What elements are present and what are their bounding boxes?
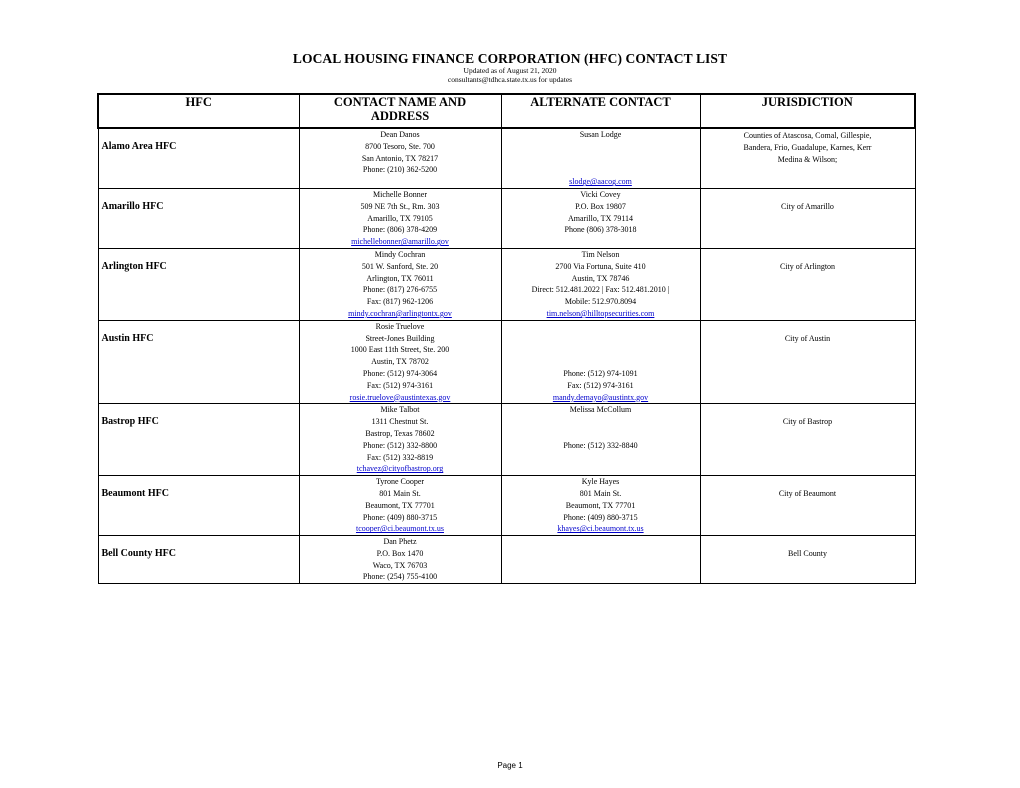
alternate-contact-cell — [501, 128, 700, 188]
alternate-line — [502, 548, 700, 560]
contact-line: Fax: (512) 974-3161 — [366, 380, 434, 390]
alternate-line — [502, 452, 700, 464]
jurisdiction-cell — [700, 536, 915, 584]
contact-line: 509 NE 7th St., Rm. 303 — [360, 201, 440, 211]
jurisdiction-line: City of Bastrop — [782, 417, 833, 427]
jurisdiction-cell — [700, 128, 915, 188]
hfc-contact-table — [97, 93, 916, 584]
alternate-line — [502, 428, 700, 440]
alternate-line: Melissa McCollum — [569, 405, 632, 415]
alternate-line: Kyle Hayes — [581, 477, 620, 487]
alternate-line: Vicki Covey — [580, 189, 621, 199]
alternate-email-link[interactable]: tim.nelson@hilltopsecurities.com — [546, 308, 655, 318]
contact-cell — [299, 404, 501, 476]
contact-cell — [299, 248, 501, 320]
contact-line: Phone: (512) 332-8800 — [362, 440, 438, 450]
contact-line: Phone: (512) 974-3064 — [362, 368, 438, 378]
header-jurisdiction: JURISDICTION — [700, 94, 915, 128]
header-contact-line1: CONTACT NAME AND — [333, 95, 467, 109]
contact-email-link[interactable]: michellebonner@amarillo.gov — [351, 237, 449, 247]
contact-line: 801 Main St. — [379, 488, 421, 498]
contact-line: Fax: (817) 962-1206 — [366, 297, 434, 307]
alternate-contact-cell — [501, 404, 700, 476]
alternate-email-link[interactable]: slodge@aacog.com — [569, 177, 632, 187]
jurisdiction-line: Medina & Wilson; — [777, 154, 838, 164]
hfc-name: Beaumont HFC — [98, 476, 299, 536]
header-hfc: HFC — [98, 94, 299, 128]
updated-date: Updated as of August 21, 2020 — [463, 66, 557, 75]
hfc-name: Amarillo HFC — [98, 188, 299, 248]
alternate-line — [502, 153, 700, 165]
hfc-name: Arlington HFC — [98, 248, 299, 320]
contact-line: Rosie Truelove — [375, 321, 425, 331]
jurisdiction-line: Counties of Atascosa, Comal, Gillespie, — [743, 131, 872, 140]
alternate-line: Phone: (512) 332-8840 — [563, 440, 638, 450]
jurisdiction-cell — [700, 320, 915, 404]
alternate-line — [502, 344, 700, 356]
table-row — [98, 320, 915, 404]
contact-line: 8700 Tesoro, Ste. 700 — [365, 141, 435, 151]
jurisdiction-cell — [700, 476, 915, 536]
contact-line: 1000 East 11th Street, Ste. 200 — [350, 345, 450, 355]
jurisdiction-line: City of Austin — [784, 333, 831, 343]
alternate-email-link[interactable]: mandy.demayo@austintx.gov — [552, 392, 649, 402]
contact-line: Street-Jones Building — [365, 333, 435, 343]
contact-line: San Antonio, TX 78217 — [361, 153, 439, 163]
alternate-line: Austin, TX 78746 — [571, 273, 630, 283]
alternate-line: Phone (806) 378-3018 — [564, 225, 637, 235]
contact-line: Bastrop, Texas 78602 — [365, 428, 435, 438]
table-row — [98, 536, 915, 584]
contact-email-link[interactable]: rosie.truelove@austintexas.gov — [349, 392, 451, 402]
jurisdiction-line: City of Arlington — [779, 261, 836, 271]
contact-line: Mike Talbot — [380, 405, 420, 415]
alternate-line — [502, 356, 700, 368]
contact-cell — [299, 188, 501, 248]
contact-cell — [299, 476, 501, 536]
contact-line: Amarillo, TX 79105 — [367, 213, 433, 223]
contact-line: Dean Danos — [380, 130, 420, 139]
table-row — [98, 404, 915, 476]
alternate-line — [502, 164, 700, 176]
alternate-line: Mobile: 512.970.8094 — [564, 297, 637, 307]
alternate-line — [502, 141, 700, 153]
contact-line: Fax: (512) 332-8819 — [366, 452, 434, 462]
header-contact — [299, 94, 501, 128]
alternate-line: 801 Main St. — [579, 488, 622, 498]
contact-line: Austin, TX 78702 — [371, 357, 429, 367]
table-row — [98, 476, 915, 536]
alternate-contact-cell — [501, 188, 700, 248]
table-row — [98, 248, 915, 320]
page-title: LOCAL HOUSING FINANCE CORPORATION (HFC) CONTACT LIST — [292, 51, 728, 66]
jurisdiction-line: City of Amarillo — [781, 201, 834, 211]
table-row — [98, 188, 915, 248]
contact-cell — [299, 320, 501, 404]
contact-line: 501 W. Sanford, Ste. 20 — [361, 261, 439, 271]
contact-cell — [299, 128, 501, 188]
contact-line: P.O. Box 1470 — [376, 548, 424, 558]
alternate-line: Phone: (409) 880-3715 — [563, 512, 638, 522]
contact-note: consultants@tdhca.state.tx.us for updates — [447, 75, 573, 84]
jurisdiction-line: City of Beaumont — [778, 489, 837, 499]
hfc-name: Austin HFC — [98, 320, 299, 404]
contact-email-link[interactable]: tcooper@ci.beaumont.tx.us — [355, 524, 444, 534]
contact-line: Dan Phetz — [383, 537, 417, 547]
alternate-line: Susan Lodge — [579, 130, 622, 139]
contact-line: Tyrone Cooper — [375, 477, 425, 487]
contact-line: Phone: (817) 276-6755 — [362, 285, 438, 295]
jurisdiction-cell — [700, 404, 915, 476]
alternate-line: Tim Nelson — [581, 249, 620, 259]
alternate-line: P.O. Box 19807 — [575, 201, 626, 211]
page-number: Page 1 — [497, 761, 523, 770]
hfc-name: Bell County HFC — [98, 536, 299, 584]
contact-email-link[interactable]: tchavez@cityofbastrop.org — [356, 464, 444, 474]
alternate-line: Beaumont, TX 77701 — [565, 500, 636, 510]
jurisdiction-cell — [700, 188, 915, 248]
alternate-contact-cell — [501, 536, 700, 584]
contact-line: Arlington, TX 76011 — [366, 273, 434, 283]
table-row — [98, 128, 915, 188]
alternate-contact-cell — [501, 248, 700, 320]
contact-line: Michelle Bonner — [373, 189, 427, 199]
alternate-email-link[interactable]: khayes@ci.beaumont.tx.us — [557, 524, 644, 534]
contact-line: 1311 Chestnut St. — [371, 417, 429, 427]
header-alternate: ALTERNATE CONTACT — [501, 94, 700, 128]
contact-line: Mindy Cochran — [374, 249, 426, 259]
alternate-line — [502, 536, 700, 548]
alternate-line — [502, 560, 700, 572]
contact-line: Phone: (806) 378-4209 — [362, 225, 438, 235]
contact-cell — [299, 536, 501, 584]
alternate-line — [502, 416, 700, 428]
contact-line: Waco, TX 76703 — [372, 560, 428, 570]
contact-line: Phone: (210) 362-5200 — [362, 165, 438, 175]
hfc-name: Bastrop HFC — [98, 404, 299, 476]
table-header-row — [98, 94, 915, 128]
contact-line: Phone: (254) 755-4100 — [362, 572, 438, 582]
jurisdiction-line: Bell County — [788, 549, 827, 559]
contact-email-link[interactable]: mindy.cochran@arlingtontx.gov — [348, 308, 452, 318]
alternate-line — [502, 571, 700, 583]
contact-line: Beaumont, TX 77701 — [365, 500, 435, 510]
jurisdiction-line: Bandera, Frio, Guadalupe, Karnes, Kerr — [743, 142, 872, 152]
alternate-contact-cell — [501, 320, 700, 404]
alternate-line: Amarillo, TX 79114 — [567, 213, 634, 223]
contact-line: Phone: (409) 880-3715 — [362, 512, 438, 522]
alternate-contact-cell — [501, 476, 700, 536]
alternate-line: Direct: 512.481.2022 | Fax: 512.481.2010 | — [531, 285, 670, 295]
alternate-line: Phone: (512) 974-1091 — [563, 368, 638, 378]
alternate-line — [502, 333, 700, 345]
hfc-name: Alamo Area HFC — [98, 128, 299, 188]
table-body — [98, 128, 915, 584]
alternate-line — [502, 321, 700, 333]
alternate-line: 2700 Via Fortuna, Suite 410 — [555, 261, 646, 271]
header-contact-line2: ADDRESS — [370, 109, 430, 123]
alternate-line: Fax: (512) 974-3161 — [567, 380, 634, 390]
jurisdiction-cell — [700, 248, 915, 320]
